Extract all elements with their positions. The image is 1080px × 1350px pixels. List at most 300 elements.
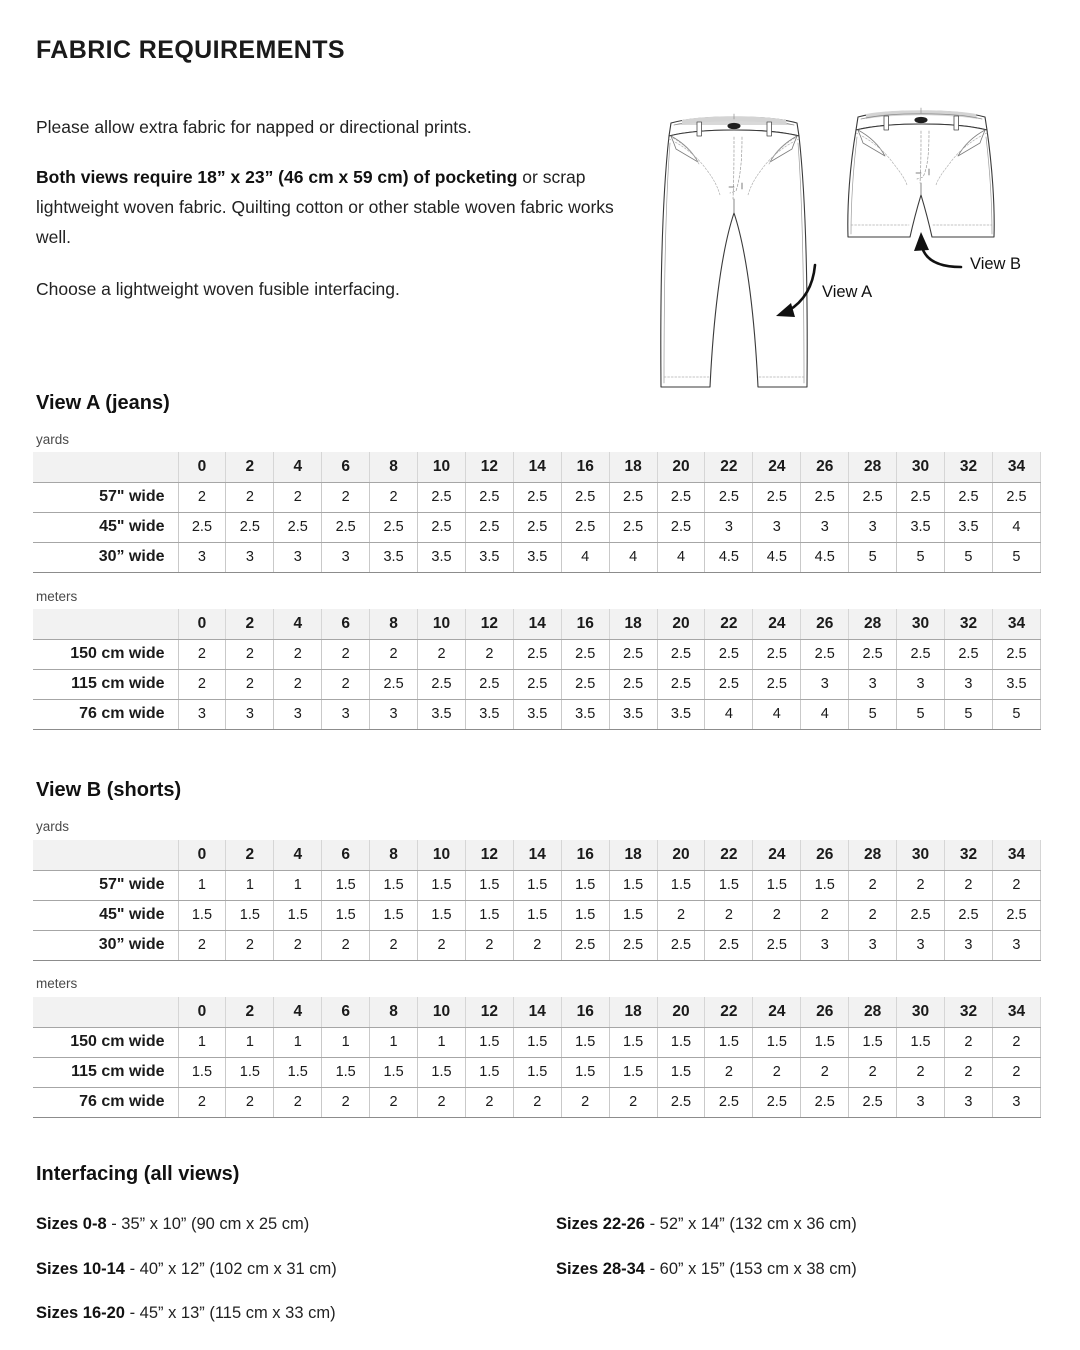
- yardage-cell: 2: [370, 930, 418, 960]
- yardage-cell: 2.5: [897, 639, 945, 669]
- yardage-cell: 3: [945, 669, 993, 699]
- size-column-header: 18: [609, 452, 657, 482]
- yardage-cell: 2: [897, 1057, 945, 1087]
- yardage-cell: 5: [897, 699, 945, 729]
- yardage-cell: 2: [322, 639, 370, 669]
- yardage-cell: 1.5: [609, 1027, 657, 1057]
- yardage-cell: 2.5: [753, 1087, 801, 1117]
- yardage-cell: 3: [801, 669, 849, 699]
- yardage-cell: 1.5: [465, 1057, 513, 1087]
- yardage-cell: 1: [274, 870, 322, 900]
- yardage-cell: 2: [657, 900, 705, 930]
- yardage-cell: 2: [609, 1087, 657, 1117]
- page-title: FABRIC REQUIREMENTS: [36, 36, 346, 64]
- yardage-cell: 5: [849, 542, 897, 572]
- size-column-header: 30: [897, 997, 945, 1027]
- interfacing-dimensions: - 40” x 12” (102 cm x 31 cm): [124, 1259, 337, 1278]
- table-corner-cell: [33, 609, 178, 639]
- pocketing-requirement-bold: Both views require 18” x 23” (46 cm x 59 cm) of pocketing: [36, 167, 518, 188]
- yardage-cell: 1.5: [465, 900, 513, 930]
- size-column-header: 26: [801, 609, 849, 639]
- size-column-header: 12: [465, 609, 513, 639]
- yardage-cell: 2: [226, 482, 274, 512]
- yardage-cell: 4.5: [705, 542, 753, 572]
- yardage-cell: 1: [274, 1027, 322, 1057]
- yardage-cell: 4: [753, 699, 801, 729]
- yardage-cell: 2.5: [609, 930, 657, 960]
- interfacing-size-range: Sizes 16-20: [36, 1304, 125, 1322]
- yardage-cell: 2.5: [465, 669, 513, 699]
- interfacing-size-item: [36, 1261, 536, 1278]
- table-row: [33, 930, 1041, 960]
- interfacing-size-item: [556, 1261, 1036, 1278]
- size-column-header: 8: [370, 452, 418, 482]
- table-row: [33, 669, 1041, 699]
- yardage-cell: 2: [801, 1057, 849, 1087]
- yardage-cell: 5: [992, 699, 1040, 729]
- yardage-cell: 2.5: [657, 639, 705, 669]
- yardage-cell: 3: [178, 542, 226, 572]
- yardage-cell: 5: [849, 699, 897, 729]
- yardage-cell: 2.5: [609, 482, 657, 512]
- section-heading-view-a: View A (jeans): [36, 392, 170, 414]
- yardage-cell: 3.5: [465, 542, 513, 572]
- yardage-cell: 2: [226, 930, 274, 960]
- table-row: [33, 870, 1041, 900]
- size-column-header: 8: [370, 609, 418, 639]
- yardage-cell: 3: [753, 512, 801, 542]
- yardage-cell: 3.5: [561, 699, 609, 729]
- yardage-cell: 4: [609, 542, 657, 572]
- size-column-header: 0: [178, 609, 226, 639]
- size-column-header: 26: [801, 997, 849, 1027]
- size-column-header: 12: [465, 997, 513, 1027]
- yardage-cell: 2.5: [849, 482, 897, 512]
- table-row: [33, 1057, 1041, 1087]
- yardage-cell: 2.5: [705, 639, 753, 669]
- yardage-cell: 1.5: [753, 870, 801, 900]
- view-b-arrowhead: [914, 232, 929, 251]
- yardage-cell: 2.5: [945, 482, 993, 512]
- intro-paragraph-napped: [36, 112, 616, 142]
- yardage-cell: 5: [897, 542, 945, 572]
- table-row: [33, 639, 1041, 669]
- interfacing-size-range: Sizes 28-34: [556, 1259, 645, 1278]
- yardage-cell: 5: [992, 542, 1040, 572]
- yardage-cell: 1.5: [705, 870, 753, 900]
- size-column-header: 14: [513, 997, 561, 1027]
- yardage-cell: 2: [945, 1057, 993, 1087]
- size-column-header: 32: [945, 997, 993, 1027]
- yardage-cell: 1.5: [178, 900, 226, 930]
- yardage-cell: 3: [226, 542, 274, 572]
- yardage-cell: 2: [801, 900, 849, 930]
- size-column-header: 18: [609, 997, 657, 1027]
- yardage-cell: 2: [274, 930, 322, 960]
- yardage-cell: 1.5: [226, 900, 274, 930]
- yardage-cell: 2: [370, 639, 418, 669]
- shorts-flat-drawing: [848, 108, 994, 237]
- yardage-cell: 2.5: [513, 639, 561, 669]
- yardage-cell: 2.5: [178, 512, 226, 542]
- interfacing-heading: Interfacing (all views): [36, 1163, 240, 1185]
- yardage-cell: 2.5: [609, 669, 657, 699]
- yardage-cell: 1.5: [561, 1057, 609, 1087]
- yardage-cell: 5: [945, 699, 993, 729]
- yardage-cell: 1.5: [370, 870, 418, 900]
- yardage-cell: 3: [705, 512, 753, 542]
- size-column-header: 28: [849, 840, 897, 870]
- yardage-cell: 1: [178, 870, 226, 900]
- yardage-cell: 2.5: [657, 930, 705, 960]
- table-row: [33, 482, 1041, 512]
- size-column-header: 6: [322, 609, 370, 639]
- size-column-header: 20: [657, 609, 705, 639]
- yardage-cell: 1.5: [897, 1027, 945, 1057]
- table-header-row: [33, 609, 1041, 639]
- size-column-header: 14: [513, 609, 561, 639]
- yardage-cell: 3: [992, 930, 1040, 960]
- fabric-width-row-label: 115 cm wide: [33, 669, 178, 699]
- yardage-cell: 2.5: [945, 639, 993, 669]
- yardage-cell: 2.5: [801, 482, 849, 512]
- yardage-cell: 2.5: [992, 482, 1040, 512]
- intro-line-3: Choose a lightweight woven fusible interfacing.: [36, 279, 400, 300]
- yardage-cell: 1.5: [609, 870, 657, 900]
- yardage-cell: 2: [513, 930, 561, 960]
- yardage-cell: 2.5: [465, 482, 513, 512]
- yardage-cell: 2: [418, 930, 466, 960]
- size-column-header: 22: [705, 840, 753, 870]
- yardage-cell: 2.5: [513, 669, 561, 699]
- interfacing-dimensions: - 35” x 10” (90 cm x 25 cm): [106, 1215, 310, 1233]
- fabric-width-row-label: 115 cm wide: [33, 1057, 178, 1087]
- yardage-cell: 1.5: [274, 1057, 322, 1087]
- yardage-cell: 3.5: [465, 699, 513, 729]
- yardage-cell: 2.5: [609, 639, 657, 669]
- yardage-cell: 2.5: [849, 639, 897, 669]
- yardage-cell: 1.5: [513, 900, 561, 930]
- yardage-cell: 1: [418, 1027, 466, 1057]
- yardage-cell: 1.5: [513, 1057, 561, 1087]
- yardage-cell: 2: [322, 669, 370, 699]
- yardage-cell: 1.5: [561, 1027, 609, 1057]
- yardage-cell: 2.5: [561, 930, 609, 960]
- yardage-cell: 1.5: [465, 870, 513, 900]
- yardage-cell: 1: [178, 1027, 226, 1057]
- size-column-header: 10: [418, 452, 466, 482]
- yardage-cell: 2.5: [897, 900, 945, 930]
- yardage-cell: 3: [897, 1087, 945, 1117]
- yardage-cell: 2: [370, 1087, 418, 1117]
- fabric-width-row-label: 76 cm wide: [33, 699, 178, 729]
- size-column-header: 2: [226, 840, 274, 870]
- yardage-cell: 1: [226, 1027, 274, 1057]
- size-column-header: 4: [274, 609, 322, 639]
- yardage-cell: 2: [178, 639, 226, 669]
- yardage-cell: 3.5: [992, 669, 1040, 699]
- table-header-row: [33, 997, 1041, 1027]
- yardage-cell: 2: [753, 900, 801, 930]
- size-column-header: 30: [897, 609, 945, 639]
- yardage-cell: 2.5: [609, 512, 657, 542]
- yardage-cell: 3: [992, 1087, 1040, 1117]
- yardage-cell: 2.5: [992, 900, 1040, 930]
- size-column-header: 16: [561, 840, 609, 870]
- yardage-cell: 3: [274, 699, 322, 729]
- fabric-width-row-label: 30” wide: [33, 930, 178, 960]
- yardage-cell: 1.5: [322, 1057, 370, 1087]
- yardage-cell: 1.5: [801, 1027, 849, 1057]
- yardage-cell: 1.5: [513, 1027, 561, 1057]
- size-column-header: 18: [609, 840, 657, 870]
- yardage-cell: 3: [849, 930, 897, 960]
- size-column-header: 6: [322, 997, 370, 1027]
- fabric-width-row-label: 57" wide: [33, 482, 178, 512]
- yardage-cell: 2: [418, 1087, 466, 1117]
- yardage-cell: 1.5: [561, 870, 609, 900]
- fabric-width-row-label: 150 cm wide: [33, 639, 178, 669]
- yardage-cell: 2.5: [849, 1087, 897, 1117]
- table-row: [33, 1087, 1041, 1117]
- yardage-cell: 2: [465, 639, 513, 669]
- yardage-cell: 4: [801, 699, 849, 729]
- intro-paragraph-pocketing: [36, 162, 616, 252]
- size-column-header: 22: [705, 609, 753, 639]
- fabric-width-row-label: 45" wide: [33, 900, 178, 930]
- yardage-cell: 3: [897, 669, 945, 699]
- yardage-cell: 3: [849, 669, 897, 699]
- table-header-row: [33, 840, 1041, 870]
- yardage-cell: 2.5: [561, 639, 609, 669]
- interfacing-size-item: [36, 1305, 536, 1322]
- size-column-header: 10: [418, 840, 466, 870]
- yardage-cell: 4: [992, 512, 1040, 542]
- size-column-header: 12: [465, 840, 513, 870]
- yardage-cell: 2.5: [418, 669, 466, 699]
- yardage-cell: 5: [945, 542, 993, 572]
- yardage-cell: 2.5: [657, 1087, 705, 1117]
- yardage-cell: 3: [945, 930, 993, 960]
- yardage-cell: 2.5: [657, 482, 705, 512]
- yardage-cell: 2: [705, 900, 753, 930]
- yardage-cell: 2.5: [705, 482, 753, 512]
- yardage-cell: 1.5: [513, 870, 561, 900]
- yardage-cell: 2.5: [513, 512, 561, 542]
- size-column-header: 20: [657, 452, 705, 482]
- yardage-cell: 1: [322, 1027, 370, 1057]
- yardage-cell: 3: [945, 1087, 993, 1117]
- interfacing-dimensions: - 45” x 13” (115 cm x 33 cm): [124, 1304, 336, 1322]
- yardage-cell: 2.5: [657, 512, 705, 542]
- interfacing-dimensions: - 60” x 15” (153 cm x 38 cm): [644, 1259, 857, 1278]
- yardage-cell: 2.5: [705, 1087, 753, 1117]
- fabric-width-row-label: 30” wide: [33, 542, 178, 572]
- yardage-cell: 2: [226, 1087, 274, 1117]
- yardage-cell: 1.5: [849, 1027, 897, 1057]
- yardage-cell: 1: [226, 870, 274, 900]
- table-corner-cell: [33, 840, 178, 870]
- table-view-b-meters: [33, 997, 1041, 1118]
- yardage-cell: 2.5: [753, 930, 801, 960]
- yardage-cell: 2: [226, 669, 274, 699]
- yardage-cell: 2.5: [418, 482, 466, 512]
- table-view-a-yards: [33, 452, 1041, 573]
- size-column-header: 32: [945, 452, 993, 482]
- yardage-cell: 4.5: [801, 542, 849, 572]
- yardage-cell: 3.5: [897, 512, 945, 542]
- yardage-cell: 3.5: [370, 542, 418, 572]
- yardage-cell: 2.5: [945, 900, 993, 930]
- yardage-cell: 2.5: [513, 482, 561, 512]
- view-a-callout-label: View A: [822, 283, 873, 301]
- section-heading-view-b: View B (shorts): [36, 779, 182, 801]
- yardage-cell: 1.5: [178, 1057, 226, 1087]
- interfacing-column-left: [36, 1216, 536, 1350]
- size-column-header: 8: [370, 840, 418, 870]
- interfacing-size-range: Sizes 22-26: [556, 1215, 645, 1233]
- yardage-cell: 1.5: [465, 1027, 513, 1057]
- yardage-cell: 2: [178, 482, 226, 512]
- yardage-cell: 3.5: [945, 512, 993, 542]
- size-column-header: 24: [753, 609, 801, 639]
- yardage-cell: 2: [178, 1087, 226, 1117]
- yardage-cell: 2: [753, 1057, 801, 1087]
- size-column-header: 4: [274, 997, 322, 1027]
- yardage-cell: 2.5: [465, 512, 513, 542]
- size-column-header: 30: [897, 840, 945, 870]
- pocketing-requirement-rest: or scrap lightweight woven fabric. Quilting cotton or other stable woven fabric works well.: [36, 167, 614, 248]
- table-row: [33, 512, 1041, 542]
- size-column-header: 30: [897, 452, 945, 482]
- yardage-cell: 2: [465, 1087, 513, 1117]
- size-column-header: 22: [705, 997, 753, 1027]
- yardage-cell: 2.5: [561, 512, 609, 542]
- size-column-header: 2: [226, 452, 274, 482]
- yardage-cell: 3.5: [513, 699, 561, 729]
- yardage-cell: 3.5: [418, 699, 466, 729]
- fabric-width-row-label: 150 cm wide: [33, 1027, 178, 1057]
- yardage-cell: 2.5: [992, 639, 1040, 669]
- yardage-cell: 2: [992, 1057, 1040, 1087]
- yardage-cell: 3.5: [609, 699, 657, 729]
- unit-label-view-a-meters: meters: [36, 589, 78, 604]
- yardage-cell: 2.5: [705, 930, 753, 960]
- yardage-cell: 2: [274, 1087, 322, 1117]
- yardage-cell: 2: [274, 669, 322, 699]
- unit-label-view-b-meters: meters: [36, 976, 78, 991]
- yardage-cell: 3: [370, 699, 418, 729]
- yardage-cell: 2.5: [705, 669, 753, 699]
- yardage-cell: 4.5: [753, 542, 801, 572]
- interfacing-size-range: Sizes 10-14: [36, 1259, 125, 1278]
- size-column-header: 0: [178, 840, 226, 870]
- yardage-cell: 3: [801, 512, 849, 542]
- yardage-cell: 2.5: [370, 512, 418, 542]
- yardage-cell: 2.5: [226, 512, 274, 542]
- yardage-cell: 1.5: [609, 1057, 657, 1087]
- yardage-cell: 2: [561, 1087, 609, 1117]
- yardage-cell: 2: [992, 1027, 1040, 1057]
- fabric-width-row-label: 76 cm wide: [33, 1087, 178, 1117]
- size-column-header: 20: [657, 997, 705, 1027]
- intro-paragraph-interfacing: [36, 274, 616, 304]
- size-column-header: 2: [226, 609, 274, 639]
- yardage-cell: 3.5: [513, 542, 561, 572]
- size-column-header: 0: [178, 452, 226, 482]
- interfacing-size-item: [36, 1216, 536, 1233]
- yardage-cell: 2.5: [418, 512, 466, 542]
- yardage-cell: 3: [801, 930, 849, 960]
- yardage-cell: 2: [226, 639, 274, 669]
- yardage-cell: 1.5: [226, 1057, 274, 1087]
- yardage-cell: 1.5: [322, 870, 370, 900]
- table-corner-cell: [33, 452, 178, 482]
- yardage-cell: 2: [322, 482, 370, 512]
- size-column-header: 8: [370, 997, 418, 1027]
- yardage-cell: 4: [561, 542, 609, 572]
- size-column-header: 26: [801, 452, 849, 482]
- intro-text-block: [36, 112, 616, 324]
- size-column-header: 22: [705, 452, 753, 482]
- size-column-header: 2: [226, 997, 274, 1027]
- yardage-cell: 3: [322, 542, 370, 572]
- size-column-header: 14: [513, 840, 561, 870]
- yardage-cell: 1.5: [370, 1057, 418, 1087]
- yardage-cell: 1.5: [418, 1057, 466, 1087]
- table-row: [33, 900, 1041, 930]
- unit-label-view-b-yards: yards: [36, 819, 70, 834]
- table-header-row: [33, 452, 1041, 482]
- yardage-cell: 2: [370, 482, 418, 512]
- yardage-cell: 2: [945, 1027, 993, 1057]
- yardage-cell: 2.5: [322, 512, 370, 542]
- yardage-cell: 3: [178, 699, 226, 729]
- yardage-cell: 2: [992, 870, 1040, 900]
- size-column-header: 24: [753, 997, 801, 1027]
- yardage-cell: 1.5: [657, 870, 705, 900]
- yardage-cell: 1.5: [705, 1027, 753, 1057]
- yardage-cell: 2.5: [274, 512, 322, 542]
- yardage-cell: 2: [322, 930, 370, 960]
- size-column-header: 24: [753, 840, 801, 870]
- fabric-width-row-label: 57" wide: [33, 870, 178, 900]
- yardage-cell: 2.5: [801, 1087, 849, 1117]
- yardage-cell: 2.5: [753, 482, 801, 512]
- interfacing-size-item: [556, 1216, 1036, 1233]
- jeans-flat-drawing: [661, 114, 807, 387]
- yardage-cell: 2: [849, 870, 897, 900]
- yardage-cell: 2.5: [897, 482, 945, 512]
- interfacing-dimensions: - 52” x 14” (132 cm x 36 cm): [644, 1215, 857, 1233]
- size-column-header: 34: [992, 609, 1040, 639]
- size-column-header: 34: [992, 452, 1040, 482]
- yardage-cell: 1.5: [657, 1057, 705, 1087]
- yardage-cell: 2: [178, 930, 226, 960]
- yardage-cell: 2: [418, 639, 466, 669]
- size-column-header: 28: [849, 997, 897, 1027]
- table-row: [33, 1027, 1041, 1057]
- size-column-header: 34: [992, 997, 1040, 1027]
- yardage-cell: 3: [226, 699, 274, 729]
- view-b-callout-label: View B: [970, 255, 1022, 273]
- yardage-cell: 1.5: [801, 870, 849, 900]
- yardage-cell: 2.5: [657, 669, 705, 699]
- yardage-cell: 2: [178, 669, 226, 699]
- yardage-cell: 4: [705, 699, 753, 729]
- size-column-header: 16: [561, 452, 609, 482]
- size-column-header: 28: [849, 452, 897, 482]
